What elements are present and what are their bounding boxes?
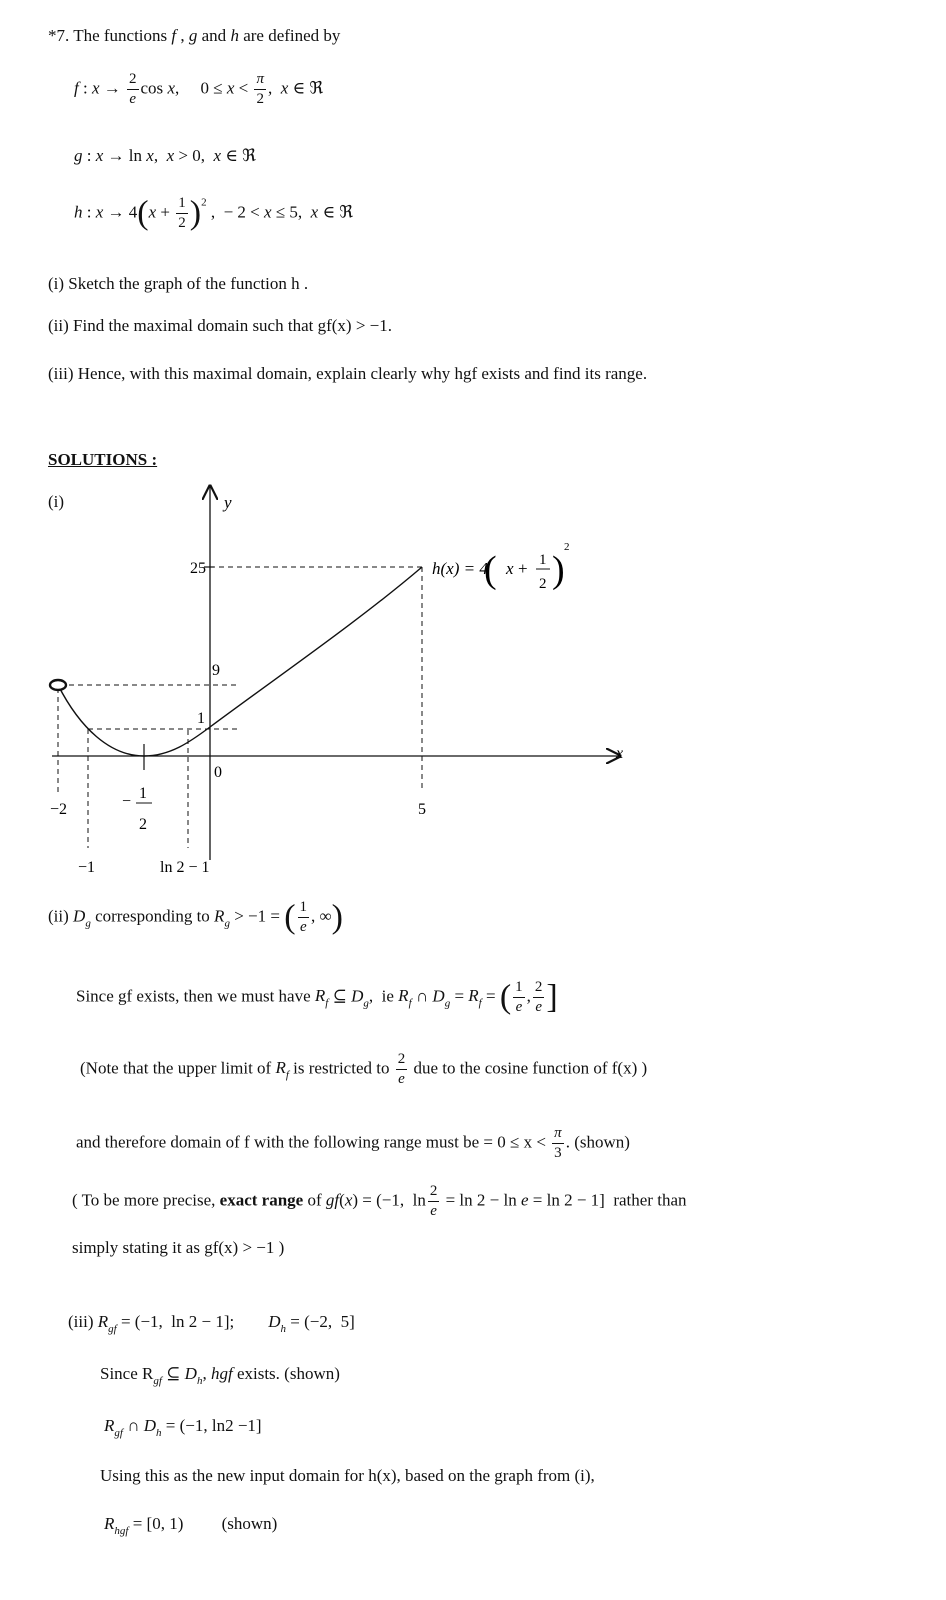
curve-h	[58, 567, 422, 756]
y-axis-label: y	[224, 493, 232, 512]
x-tick-minus-2: −2	[50, 801, 68, 818]
origin-label: 0	[214, 764, 222, 781]
definition-h: h : x → 4(x + $\frac{1}{2}$ )$^2$ , − 2 < x ≤ 5, x ∈ ℜ	[74, 194, 354, 232]
solution-part-i-label: (i)	[48, 492, 65, 511]
open-endpoint	[50, 680, 66, 690]
graph-h	[0, 480, 946, 880]
solutions-heading: SOLUTIONS :	[48, 450, 158, 469]
y-tick-1: 1	[197, 710, 205, 727]
solution-iii-using: Using this as the new input domain for h(x), based on the graph from (i),	[100, 1466, 595, 1485]
svg-text:2: 2	[139, 816, 147, 833]
svg-text:2: 2	[564, 541, 570, 553]
question-part-ii: (ii) Find the maximal domain such that gf(x) > −1.	[48, 316, 393, 335]
svg-text:1: 1	[539, 552, 547, 568]
question-part-iii: (iii) Hence, with this maximal domain, explain clearly why hgf exists and find its range.	[48, 364, 648, 383]
solution-ii-note: (Note that the upper limit of $R_f$ is restricted to $\frac{2}{e}$ due to the cosine function of f(x) )	[80, 1051, 648, 1087]
x-tick-5: 5	[418, 801, 426, 818]
svg-text:h(x) = 4: h(x) = 4	[432, 559, 488, 578]
definition-g: g : x → ln x, x > 0, x ∈ ℜ	[74, 146, 256, 165]
x-tick-minus-half	[122, 785, 152, 833]
svg-text:−: −	[122, 793, 132, 810]
svg-text:2: 2	[539, 576, 547, 592]
svg-text:(: (	[484, 549, 497, 591]
y-tick-9: 9	[212, 662, 220, 679]
solution-ii-since: Since gf exists, then we must have $R_f$ ⊆ $D_g$, ie $R_f$ ∩ $D_g = R_f$ = ( $\frac{1}{e}$ , $\frac{2}{e}$ ]	[76, 978, 558, 1016]
x-axis-label: x	[616, 745, 624, 762]
guide-lines	[58, 567, 422, 848]
definition-f: f : x → $\frac{2}{e}$ cos x, 0 ≤ x < $\frac{\pi}{2}$ , x ∈ ℜ	[74, 71, 324, 107]
svg-text:1: 1	[139, 785, 147, 802]
y-tick-25: 25	[190, 560, 206, 577]
solution-iii-range: $R_{hgf} = [0$, 1) (shown)	[104, 1514, 278, 1537]
solution-iii-since: Since $R_{gf}$ ⊆ $D_h$, hgf exists. (shown)	[100, 1364, 340, 1387]
solution-ii-domain: and therefore domain of f with the following range must be = 0 ≤ x < $\frac{\pi}{3}$ . (shown)	[76, 1125, 630, 1161]
x-tick-minus-1: −1	[78, 859, 96, 876]
solution-iii-ranges: (iii) $R_{gf} = (-1$, ln 2 − 1]; $D_h = (-2$, 5]	[68, 1312, 355, 1335]
solution-iii-intersection: $R_{gf}$ ∩ $D_h = (-1$, ln2 −1]	[104, 1416, 262, 1439]
x-tick-ln2-minus-1: ln 2 − 1	[160, 859, 210, 876]
solution-ii-simply: simply stating it as gf(x) > −1 )	[72, 1238, 285, 1257]
svg-text:+: +	[518, 559, 528, 578]
question-part-i: (i) Sketch the graph of the function h .	[48, 274, 309, 293]
question-intro: *7. The functions f , g and h are defined by	[48, 26, 341, 45]
solution-ii-precise: ( To be more precise, exact range of gf(x) = (−1, ln $\frac{2}{e}$ = ln 2 − ln e = ln 2 − 1] rather than	[72, 1183, 687, 1219]
curve-label	[432, 541, 570, 592]
svg-text:): )	[552, 549, 565, 591]
solution-ii-dg: (ii) $D_g$ corresponding to $R_g > -1$ = ( $\frac{1}{e}$ , ∞)	[48, 898, 343, 936]
svg-text:x: x	[506, 559, 514, 578]
